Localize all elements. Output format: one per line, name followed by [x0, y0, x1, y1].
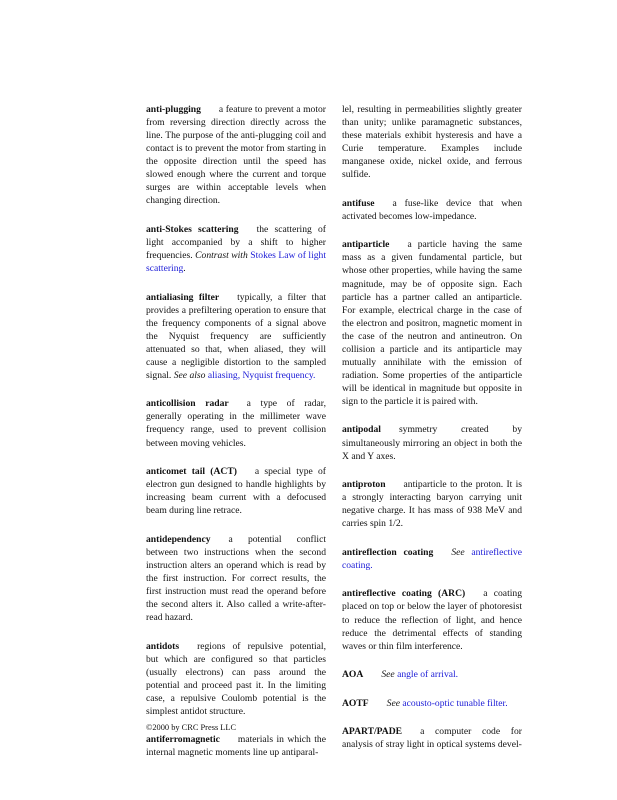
entry-anticollision-radar — [146, 397, 326, 449]
entry-anti-stokes-scattering — [146, 223, 326, 275]
link-stokes-law[interactable]: Stokes Law of light scattering — [146, 249, 327, 275]
entry-antidependency — [146, 533, 326, 624]
link-angle-of-arrival[interactable]: angle of arrival — [397, 669, 456, 681]
term-anticomet-tail: anticomet tail (ACT) — [146, 466, 237, 478]
entry-anticomet-tail — [146, 465, 326, 517]
term-anti-plugging: anti-plugging — [146, 104, 201, 115]
entry-antidots — [146, 640, 326, 718]
entry-apart-pade — [342, 725, 522, 751]
see-also-label: See also — [173, 369, 206, 381]
left-column — [146, 103, 326, 775]
term-antialiasing-filter: antialiasing filter — [146, 291, 220, 303]
term-apart-pade: APART/PADE — [342, 726, 403, 738]
term-antireflection-coating: antireflection coating — [342, 546, 434, 558]
link-antireflective-coating[interactable]: antireflective coating — [342, 546, 522, 571]
definition-antidots: regions of repulsive potential, but which are configured so that particles (usually electrons) can pass around the potential and proceed past it. In the limiting case, a repulsive Coulomb potential is the simplest antidot structure. — [146, 640, 326, 717]
term-anti-stokes-scattering: anti-Stokes scattering — [146, 223, 239, 235]
entry-antipodal — [342, 423, 522, 462]
definition-anti-plugging: a feature to prevent a motor from reversing direction directly across the line. The purpose of the anti-plugging coil and contact is to prevent the motor from starting in the opposite direction until the speed has slowed enough where the current and torque surges are within acceptable levels when changing direction. — [146, 104, 326, 207]
see-label: Contrast with — [195, 249, 248, 261]
copyright-footer: ©2000 by CRC Press LLC — [146, 723, 237, 732]
punctuation: . — [455, 669, 459, 681]
definition-antiferromagnetic-continued: lel, resulting in permeabilities slightly greater than unity; unlike paramagnetic substances, these materials exhibit hysteresis and have a Curie temperature. Examples include manganese oxide, nickel oxide, and ferrous sulfide. — [342, 104, 522, 181]
link-aliasing[interactable]: aliasing — [207, 369, 238, 381]
see-label: See — [386, 697, 400, 709]
link-acousto-optic-tunable-filter[interactable]: acousto-optic tunable filter — [402, 697, 506, 709]
entry-antifuse — [342, 197, 522, 223]
entry-antiproton — [342, 478, 522, 530]
entry-antiparticle — [342, 238, 522, 408]
punctuation: . — [183, 263, 186, 275]
term-antireflective-coating: antireflective coating (ARC) — [342, 588, 466, 600]
right-column — [342, 103, 522, 767]
term-antiparticle: antiparticle — [342, 239, 390, 251]
definition-antialiasing-filter: typically, a filter that provides a prefiltering operation to ensure that the frequency components of a signal above the Nyquist frequency are sufficiently attenuated so that, when aliased, they will cause a negligible distortion to the sampled signal. — [146, 291, 326, 381]
entry-antireflective-coating — [342, 587, 522, 652]
term-antifuse: antifuse — [342, 197, 375, 209]
term-antidependency: antidependency — [146, 533, 211, 545]
see-label: See — [381, 669, 395, 681]
punctuation: . — [370, 559, 373, 571]
term-antipodal: antipodal — [342, 424, 381, 436]
punctuation: . — [505, 697, 508, 709]
entry-antiferromagnetic-continued — [342, 103, 522, 181]
entry-antialiasing-filter — [146, 291, 326, 382]
see-label: See — [451, 546, 465, 558]
definition-anti-stokes-scattering: the scattering of light accompanied by a shift to higher frequencies. — [146, 223, 326, 261]
link-separator: , — [237, 369, 243, 381]
entry-antiferromagnetic — [146, 733, 326, 759]
definition-antifuse: a fuse-like device that when activated becomes low-impedance. — [342, 197, 522, 222]
definition-anticomet-tail: a special type of electron gun designed to handle highlights by increasing beam current with a defocused beam during line retrace. — [146, 466, 326, 517]
link-nyquist-frequency[interactable]: Nyquist frequency — [242, 369, 314, 381]
definition-antidependency: a potential conflict between two instructions when the second instruction alters an operand which is read by the first instruction. For correct results, the first instruction must read the operand before the second alters it. Also called a write-after-read hazard. — [146, 533, 326, 624]
entry-aoa — [342, 668, 522, 681]
definition-antiproton: antiparticle to the proton. It is a strongly interacting baryon carrying unit negative charge. It has mass of 938 MeV and carries spin 1/2. — [342, 479, 522, 530]
entry-antireflection-coating — [342, 546, 522, 572]
term-antiferromagnetic: antiferromagnetic — [146, 734, 220, 746]
definition-antiparticle: a particle having the same mass as a given fundamental particle, but whose other properties, while having the same magnitude, may be of opposite sign. Each particle has a partner called an antiparticle. For example, electrical charge in the case of the electron and positron, magnetic moment in the case of the neutron and antineutron. On collision a particle and its antiparticle may mutually annihilate with the emission of radiation. Some properties of the antiparticle will be identical in magnitude but opposite in sign to the particle it is paired with. — [342, 239, 522, 407]
term-aotf: AOTF — [342, 697, 369, 709]
term-antiproton: antiproton — [342, 479, 386, 491]
entry-anti-plugging — [146, 103, 326, 207]
entry-aotf — [342, 697, 522, 710]
term-aoa: AOA — [342, 669, 364, 681]
term-antidots: antidots — [146, 640, 180, 652]
definition-anticollision-radar: a type of radar, generally operating in the millimeter wave frequency range, used to prevent collision between moving vehicles. — [146, 398, 327, 449]
definition-antiferromagnetic: materials in which the internal magnetic moments line up antiparal- — [146, 734, 326, 759]
term-anticollision-radar: anticollision radar — [146, 398, 229, 410]
definition-apart-pade: a computer code for analysis of stray light in optical systems devel- — [342, 726, 522, 751]
definition-antireflective-coating: a coating placed on top or below the layer of photoresist to reduce the reflection of light, and hence reduce the detrimental effects of standing waves or thin film interference. — [342, 588, 522, 652]
punctuation: . — [313, 369, 316, 381]
definition-antipodal: symmetry created by simultaneously mirroring an object in both the X and Y axes. — [342, 424, 522, 462]
